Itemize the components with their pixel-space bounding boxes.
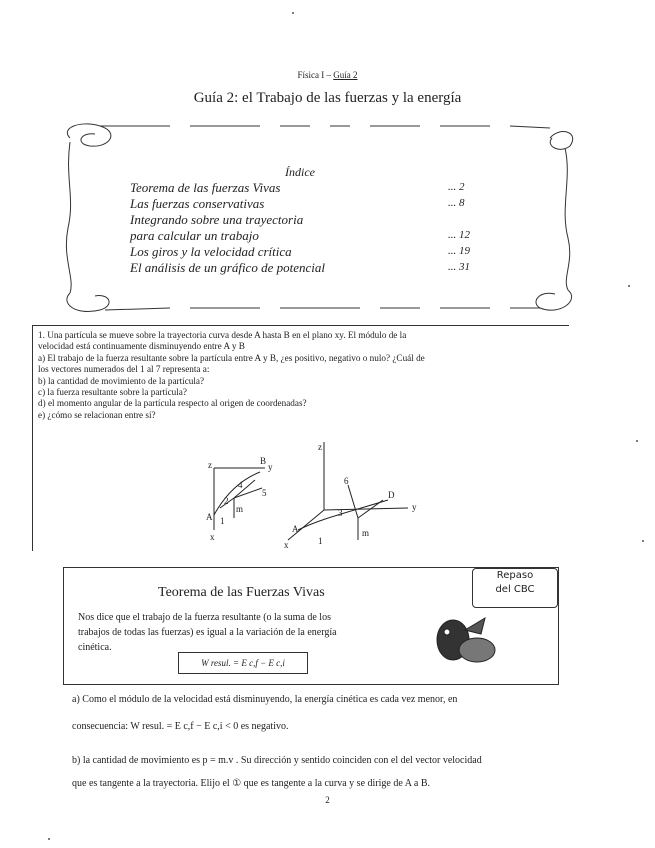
svg-text:z: z xyxy=(318,442,322,452)
theorem-line: trabajos de todas las fuerzas) es igual a la variación de la energía xyxy=(78,627,337,638)
svg-text:A: A xyxy=(292,524,299,534)
index-page: ... 8 xyxy=(448,197,465,209)
svg-text:m: m xyxy=(236,504,244,514)
theorem-text xyxy=(78,610,468,655)
index-page: ... 31 xyxy=(448,261,470,273)
review-stamp xyxy=(472,568,558,608)
theorem-line: cinética. xyxy=(78,642,112,653)
guide-label: Guía 2 xyxy=(333,70,358,80)
svg-text:y: y xyxy=(412,502,417,512)
work-energy-formula: W resul. = E c,f − E c,i xyxy=(178,652,308,674)
svg-text:y: y xyxy=(268,462,273,472)
scan-speck xyxy=(48,838,50,840)
answer-b-line: que es tangente a la trayectoria. Elijo el ① que es tangente a la curva y se dirige de A a B. xyxy=(72,778,430,789)
course-label: Física I – xyxy=(297,70,334,80)
index-page: ... 19 xyxy=(448,245,470,257)
index-heading: Índice xyxy=(285,165,315,179)
answer-a-line: a) Como el módulo de la velocidad está disminuyendo, la energía cinética es cada vez menor, en xyxy=(72,694,458,705)
index-item[interactable]: Los giros y la velocidad crítica xyxy=(130,244,292,259)
scan-speck xyxy=(636,440,638,442)
page-number: 2 xyxy=(325,795,330,805)
stamp-line: Repaso xyxy=(496,570,534,581)
question-line: b) la cantidad de movimiento de la partícula? xyxy=(38,375,205,386)
svg-text:A: A xyxy=(206,512,213,522)
stamp-line: del CBC xyxy=(495,584,535,595)
svg-text:6: 6 xyxy=(344,476,349,486)
answer-a-line: consecuencia: W resul. = E c,f − E c,i < 0 es negativo. xyxy=(72,721,289,732)
page-header xyxy=(0,70,655,80)
index-item[interactable]: Teorema de las fuerzas Vivas xyxy=(130,180,281,195)
answer-b-line: b) la cantidad de movimiento es p = m.v . Su dirección y sentido coinciden con el del vector velocidad xyxy=(72,755,482,766)
question-line: 1. Una partícula se mueve sobre la trayectoria curva desde A hasta B en el plano xy. El módulo de la xyxy=(38,330,407,340)
svg-text:m: m xyxy=(362,528,370,538)
question-line: los vectores numerados del 1 al 7 representa a: xyxy=(38,364,210,375)
vector-diagram-3d xyxy=(278,440,428,550)
index-page: ... 2 xyxy=(448,181,465,193)
question-line: c) la fuerza resultante sobre la partícula? xyxy=(38,387,187,398)
index-page: ... 12 xyxy=(448,229,470,241)
svg-text:5: 5 xyxy=(262,488,267,498)
svg-text:1: 1 xyxy=(220,516,225,526)
svg-text:x: x xyxy=(210,532,215,542)
svg-text:z: z xyxy=(208,460,212,470)
svg-text:x: x xyxy=(284,540,289,550)
svg-text:4: 4 xyxy=(238,480,243,490)
svg-text:D: D xyxy=(388,490,395,500)
page-title: Guía 2: el Trabajo de las fuerzas y la energía xyxy=(193,90,462,106)
index-item[interactable]: para calcular un trabajo xyxy=(130,228,259,243)
question-line: velocidad está continuamente disminuyendo entre A y B xyxy=(38,341,245,352)
svg-text:1: 1 xyxy=(318,536,323,546)
svg-text:3: 3 xyxy=(338,508,343,518)
svg-text:2: 2 xyxy=(224,496,229,506)
scan-speck xyxy=(292,12,294,14)
question-line: d) el momento angular de la partícula respecto al origen de coordenadas? xyxy=(38,398,307,409)
index-item[interactable]: Las fuerzas conservativas xyxy=(130,196,265,211)
svg-text:B: B xyxy=(260,456,267,466)
question-text xyxy=(38,330,566,421)
scan-speck xyxy=(628,285,630,287)
theorem-line: Nos dice que el trabajo de la fuerza resultante (o la suma de los xyxy=(78,612,331,623)
scan-speck xyxy=(642,540,644,542)
theorem-title: Teorema de las Fuerzas Vivas xyxy=(158,585,325,600)
question-line: e) ¿cómo se relacionan entre sí? xyxy=(38,409,156,420)
index-item[interactable]: El análisis de un gráfico de potencial xyxy=(130,260,325,275)
question-line: a) El trabajo de la fuerza resultante sobre la partícula entre A y B, ¿es positivo, negativo o nulo? ¿Cuál de xyxy=(38,352,425,363)
index-item[interactable]: Integrando sobre una trayectoria xyxy=(130,212,304,227)
